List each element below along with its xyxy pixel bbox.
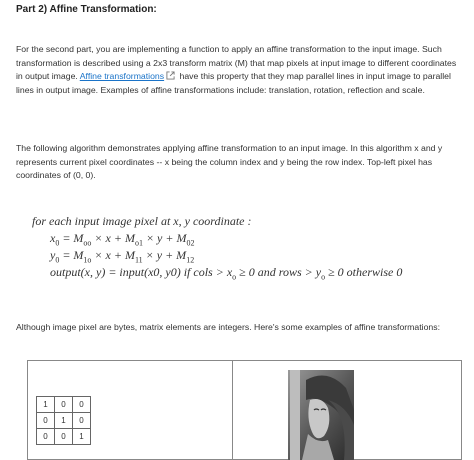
external-link-icon [166, 71, 175, 80]
output-term-a: output(x, y) = input(x0, y0) if cols > x [50, 265, 233, 279]
output-term-a-sub: o [232, 272, 237, 282]
matrix-cell: 1 [37, 397, 55, 413]
matrix-cell: 1 [55, 413, 73, 429]
identity-matrix [36, 396, 91, 445]
matrix-cell: 1 [73, 429, 91, 445]
output-term-b-sub: o [321, 272, 326, 282]
section-heading: Part 2) Affine Transformation: [16, 4, 157, 15]
matrix-row [37, 429, 91, 445]
paragraph-affine-intro-text-b: have this property that they map parallel lines in input image to parallel lines in output image. Examples of affine transformations include: translation, rotation, reflection and scale. [16, 71, 451, 95]
y0-subscript: 0 [55, 255, 60, 265]
matrix-row [37, 413, 91, 429]
matrix-cell: 0 [55, 397, 73, 413]
x0-term-b: × x + M [91, 231, 135, 245]
matrix-cell: 0 [73, 397, 91, 413]
output-term-b: ≥ 0 and rows > y [236, 265, 322, 279]
x0-symbol: x [50, 231, 56, 245]
matrix-row [37, 397, 91, 413]
paragraph-affine-intro [16, 43, 462, 97]
affine-transformations-link[interactable]: Affine transformations [79, 71, 165, 81]
algorithm-line-loop: for each input image pixel at x, y coordinate : [32, 214, 252, 228]
algorithm-line-output [32, 265, 402, 281]
paragraph-affine-intro-text-a: For the second part, you are implementing a function to apply an affine transformation to the input image. Such transformation is described using a 2x3 transform matrix (M) that map pixels at input image to different coordinates in output image. [16, 44, 457, 81]
examples-table-divider [232, 360, 233, 460]
y0-symbol: y [50, 248, 56, 262]
x0-term-c: × y + M [142, 231, 187, 245]
grayscale-portrait-image [288, 370, 354, 460]
output-term-c: ≥ 0 otherwise 0 [325, 265, 403, 279]
y0-term-c-sub: 12 [186, 255, 195, 265]
y0-term-a: = M [59, 248, 84, 262]
algorithm-line-y0 [32, 248, 194, 264]
paragraph-algorithm-intro: The following algorithm demonstrates applying affine transformation to an input image. In this algorithm x and y represents current pixel coordinates -- x being the column index and y being the row index. Top-left pixel has coordinates of (0, 0). [16, 143, 443, 180]
x0-term-a: = M [59, 231, 84, 245]
y0-term-c: × y + M [142, 248, 187, 262]
matrix-cell: 0 [37, 429, 55, 445]
paragraph-examples-intro: Although image pixel are bytes, matrix elements are integers. Here's some examples of affine transformations: [16, 322, 441, 332]
y0-term-b: × x + M [91, 248, 135, 262]
x0-subscript: 0 [55, 238, 60, 248]
x0-term-a-sub: oo [83, 238, 92, 248]
y0-term-a-sub: 1o [83, 255, 92, 265]
matrix-cell: 0 [37, 413, 55, 429]
algorithm-line-x0 [32, 231, 194, 247]
x0-term-c-sub: 02 [186, 238, 195, 248]
x0-term-b-sub: o1 [134, 238, 143, 248]
y0-term-b-sub: 11 [134, 255, 143, 265]
examples-table [27, 360, 462, 460]
matrix-cell: 0 [73, 413, 91, 429]
matrix-cell: 0 [55, 429, 73, 445]
